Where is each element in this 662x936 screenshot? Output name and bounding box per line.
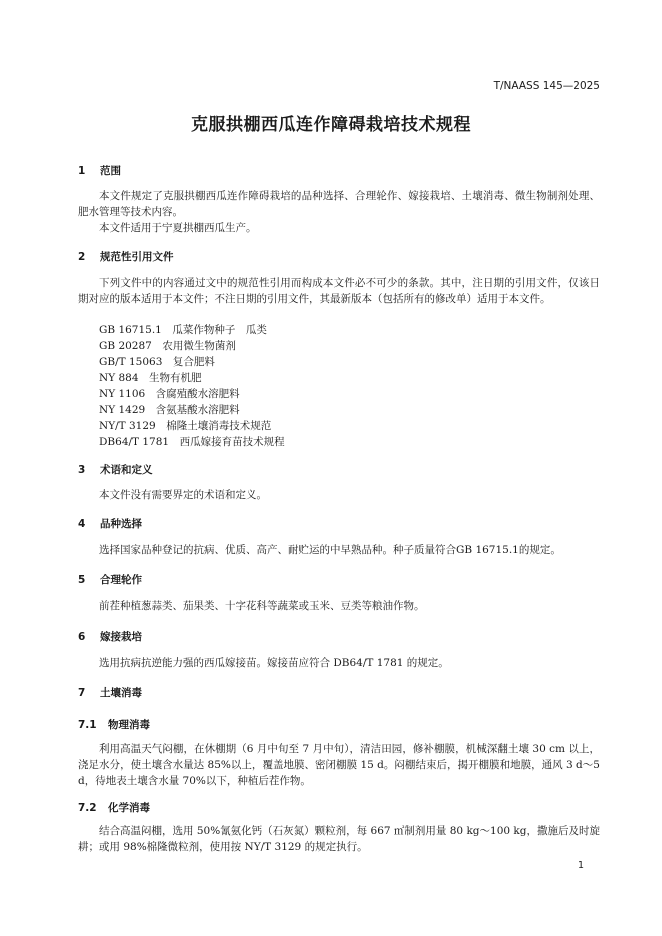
- reference-item: NY 1106 含腐殖酸水溶肥料: [99, 388, 240, 400]
- section-5-heading: [78, 572, 142, 587]
- section-1-paragraph-2: 本文件适用于宁夏拱棚西瓜生产。: [99, 222, 257, 234]
- section-7-1-heading: [78, 717, 150, 732]
- reference-item: GB 16715.1 瓜菜作物种子 瓜类: [99, 324, 267, 336]
- section-title: 范围: [100, 165, 121, 177]
- section-number: 7: [78, 687, 86, 699]
- section-6-paragraph-1: 选用抗病抗逆能力强的西瓜嫁接苗。嫁接苗应符合 DB64/T 1781 的规定。: [99, 657, 449, 669]
- section-number: 4: [78, 518, 86, 530]
- section-1-heading: [78, 163, 121, 178]
- section-title: 品种选择: [100, 518, 142, 530]
- reference-item: DB64/T 1781 西瓜嫁接育苗技术规程: [99, 436, 285, 448]
- section-6-heading: [78, 629, 142, 644]
- section-title: 术语和定义: [100, 464, 153, 476]
- section-title: 合理轮作: [100, 574, 142, 586]
- section-3-paragraph-1: 本文件没有需要界定的术语和定义。: [99, 489, 267, 501]
- reference-item: GB 20287 农用微生物菌剂: [99, 340, 236, 352]
- reference-item: NY 884 生物有机肥: [99, 372, 202, 384]
- section-title: 物理消毒: [108, 719, 150, 731]
- section-title: 规范性引用文件: [100, 251, 174, 263]
- page-number: 1: [577, 860, 584, 871]
- section-number: 7.1: [78, 719, 97, 731]
- section-2-heading: [78, 249, 174, 264]
- section-5-paragraph-1: 前茬种植葱蒜类、茄果类、十字花科等蔬菜或玉米、豆类等粮油作物。: [99, 600, 425, 612]
- section-1-paragraph-1: 本文件规定了克服拱棚西瓜连作障碍栽培的品种选择、合理轮作、嫁接栽培、土壤消毒、微生物制剂处理、肥水管理等技术内容。: [78, 190, 600, 218]
- section-number: 5: [78, 574, 86, 586]
- section-number: 7.2: [78, 802, 97, 814]
- section-4-paragraph-1: 选择国家品种登记的抗病、优质、高产、耐贮运的中早熟品种。种子质量符合GB 16715.1的规定。: [99, 544, 561, 556]
- section-title: 化学消毒: [108, 802, 150, 814]
- section-7-heading: [78, 685, 142, 700]
- standard-code: T/NAASS 145—2025: [493, 80, 600, 92]
- section-title: 土壤消毒: [100, 687, 142, 699]
- reference-item: NY 1429 含氨基酸水溶肥料: [99, 404, 240, 416]
- section-number: 1: [78, 165, 86, 177]
- section-4-heading: [78, 516, 142, 531]
- section-7-2-paragraph-1: 结合高温闷棚，选用 50%氰氨化钙（石灰氮）颗粒剂，每 667 ㎡制剂用量 80 kg～100 kg，撒施后及时旋耕；或用 98%棉隆微粒剂，使用按 NY/T 3129 的规定执行。: [78, 825, 600, 853]
- section-7-1-paragraph-1: 利用高温天气闷棚，在休棚期（6 月中旬至 7 月中旬），清洁田园，修补棚膜，机械深翻土壤 30 cm 以上，浇足水分，使土壤含水量达 85%以上，覆盖地膜、密闭棚膜 15 d。闷棚结束后，揭开棚膜和地膜，通风 3 d～5 d，待地表土壤含水量 70%以下，种植后茬作物。: [78, 743, 600, 787]
- reference-item: GB/T 15063 复合肥料: [99, 356, 215, 368]
- section-7-2-heading: [78, 800, 150, 815]
- section-number: 3: [78, 464, 86, 476]
- section-2-paragraph-1: 下列文件中的内容通过文中的规范性引用而构成本文件必不可少的条款。其中，注日期的引用文件，仅该日期对应的版本适用于本文件；不注日期的引用文件，其最新版本（包括所有的修改单）适用于本文件。: [78, 277, 600, 305]
- section-3-heading: [78, 462, 153, 477]
- reference-item: NY/T 3129 棉隆土壤消毒技术规范: [99, 420, 272, 432]
- section-number: 6: [78, 631, 86, 643]
- document-title: 克服拱棚西瓜连作障碍栽培技术规程: [191, 115, 471, 135]
- section-title: 嫁接栽培: [100, 631, 142, 643]
- section-number: 2: [78, 251, 86, 263]
